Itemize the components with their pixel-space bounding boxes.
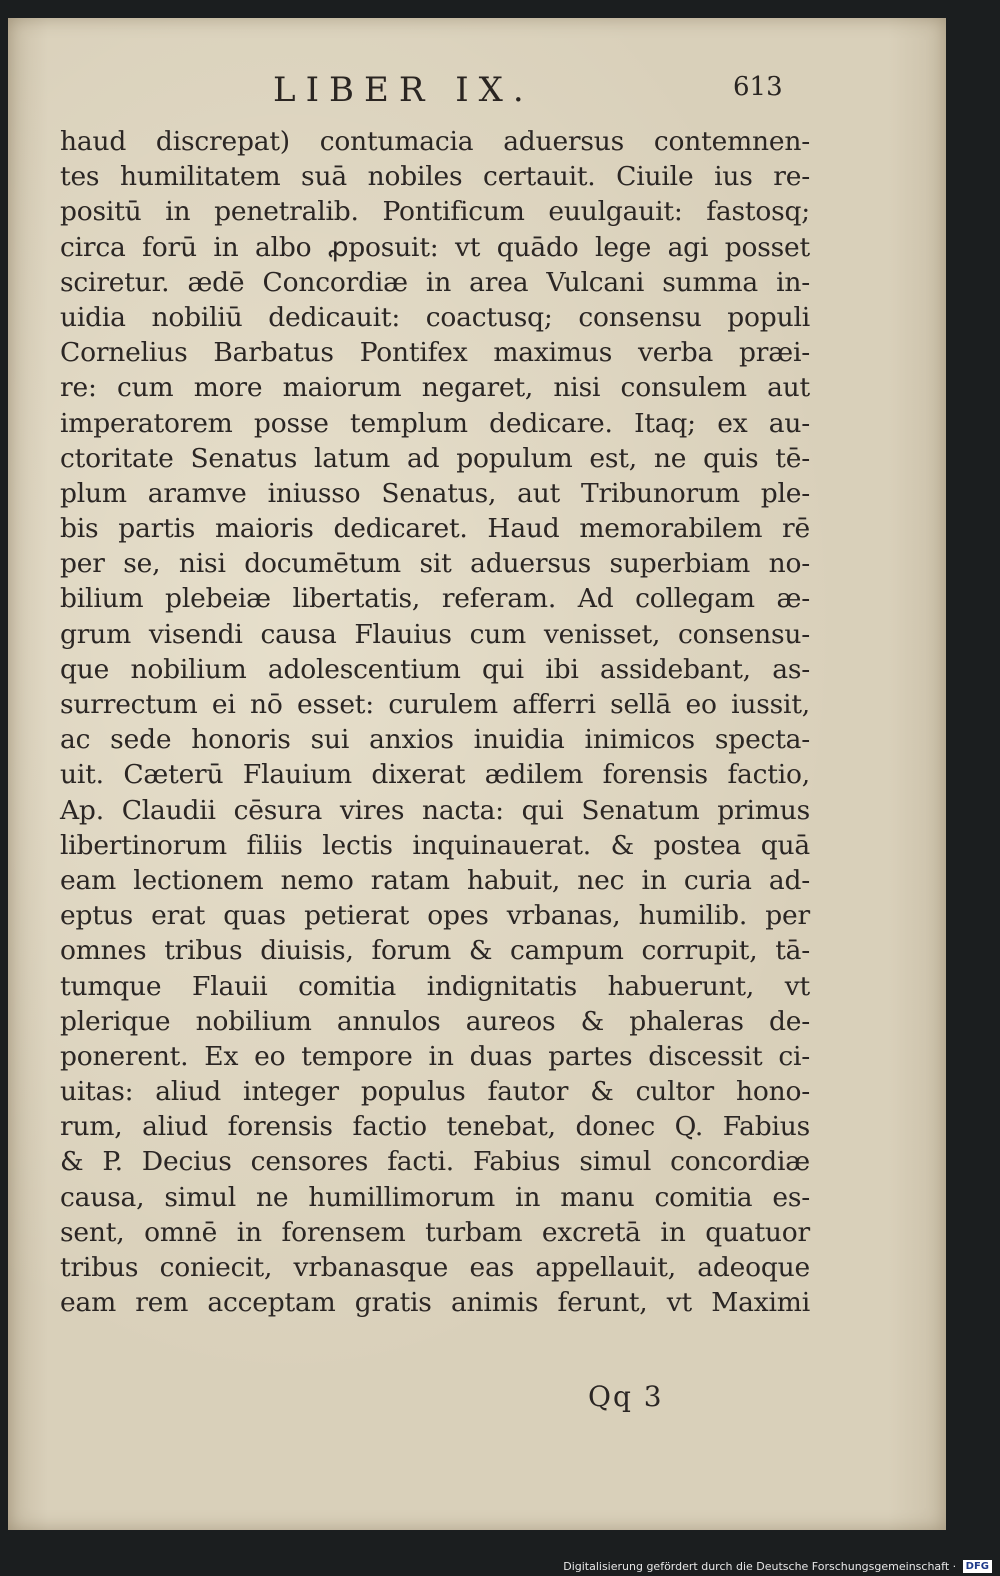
running-head: LIBER IX. [273,70,534,110]
digitization-credit [563,1560,992,1574]
text-line: que nobilium adolescentium qui ibi assidebant, as- [60,653,810,685]
text-line: rum, aliud forensis factio tenebat, donec Q. Fabius [60,1111,810,1143]
text-line: bis partis maioris dedicaret. Haud memorabilem rē [60,513,810,545]
text-line: sent, omnē in forensem turbam excretā in quatuor [60,1216,810,1248]
text-line: & P. Decius censores facti. Fabius simul concordiæ [60,1146,810,1178]
text-line: grum visendi causa Flauius cum venisset, consensu- [60,618,810,650]
text-line: imperatorem posse templum dedicare. Itaq; ex au- [60,407,810,439]
text-line: haud discrepat) contumacia aduersus contemnen- [60,126,810,157]
text-line: eam rem acceptam gratis animis ferunt, vt Maximi [60,1287,810,1319]
page-header [8,70,946,110]
book-page [8,18,946,1530]
credit-separator: · [952,1559,960,1573]
text-line: uidia nobiliū dedicauit: coactusq; consensu populi [60,301,810,333]
text-line: positū in penetralib. Pontificum euulgauit: fastosq; [60,196,810,228]
credit-text: Digitalisierung gefördert durch die Deutsche Forschungsgemeinschaft [563,1559,950,1573]
text-line: Ap. Claudii cēsura vires nacta: qui Senatum primus [60,794,810,826]
text-line: libertinorum filiis lectis inquinauerat. & postea quā [60,829,810,861]
text-line: causa, simul ne humillimorum in manu comitia es- [60,1181,810,1213]
text-line: uit. Cæterū Flauium dixerat ædilem forensis factio, [60,759,810,791]
signature-mark: Qq 3 [588,1380,664,1413]
text-line: sciretur. ædē Concordiæ in area Vulcani summa in- [60,266,810,298]
text-line: bilium plebeiæ libertatis, referam. Ad collegam æ- [60,583,810,615]
text-line: omnes tribus diuisis, forum & campum corrupit, tā- [60,935,810,967]
text-line: re: cum more maiorum negaret, nisi consulem aut [60,372,810,404]
text-line: ponerent. Ex eo tempore in duas partes discessit ci- [60,1040,810,1072]
text-line: circa forū in albo ꝓposuit: vt quādo lege agi posset [60,231,810,263]
body-text [60,124,810,1320]
text-line: eam lectionem nemo ratam habuit, nec in curia ad- [60,864,810,896]
text-line: per se, nisi documētum sit aduersus superbiam no- [60,548,810,580]
text-line: plerique nobilium annulos aureos & phaleras de- [60,1005,810,1037]
dfg-logo: DFG [963,1560,992,1573]
text-line: tes humilitatem suā nobiles certauit. Ciuile ius re- [60,161,810,193]
text-line: ac sede honoris sui anxios inuidia inimicos specta- [60,724,810,756]
text-line: ctoritate Senatus latum ad populum est, ne quis tē- [60,442,810,474]
text-line: tumque Flauii comitia indignitatis habuerunt, vt [60,970,810,1002]
text-line: surrectum ei nō esset: curulem afferri sellā eo iussit, [60,689,810,720]
text-line: eptus erat quas petierat opes vrbanas, humilib. per [60,900,810,932]
page-number: 613 [733,72,783,102]
text-line: uitas: aliud integer populus fautor & cultor hono- [60,1076,810,1108]
text-line: plum aramve iniusso Senatus, aut Tribunorum ple- [60,477,810,509]
text-line: tribus coniecit, vrbanasque eas appellauit, adeoque [60,1252,810,1283]
text-line: Cornelius Barbatus Pontifex maximus verba præi- [60,337,810,369]
